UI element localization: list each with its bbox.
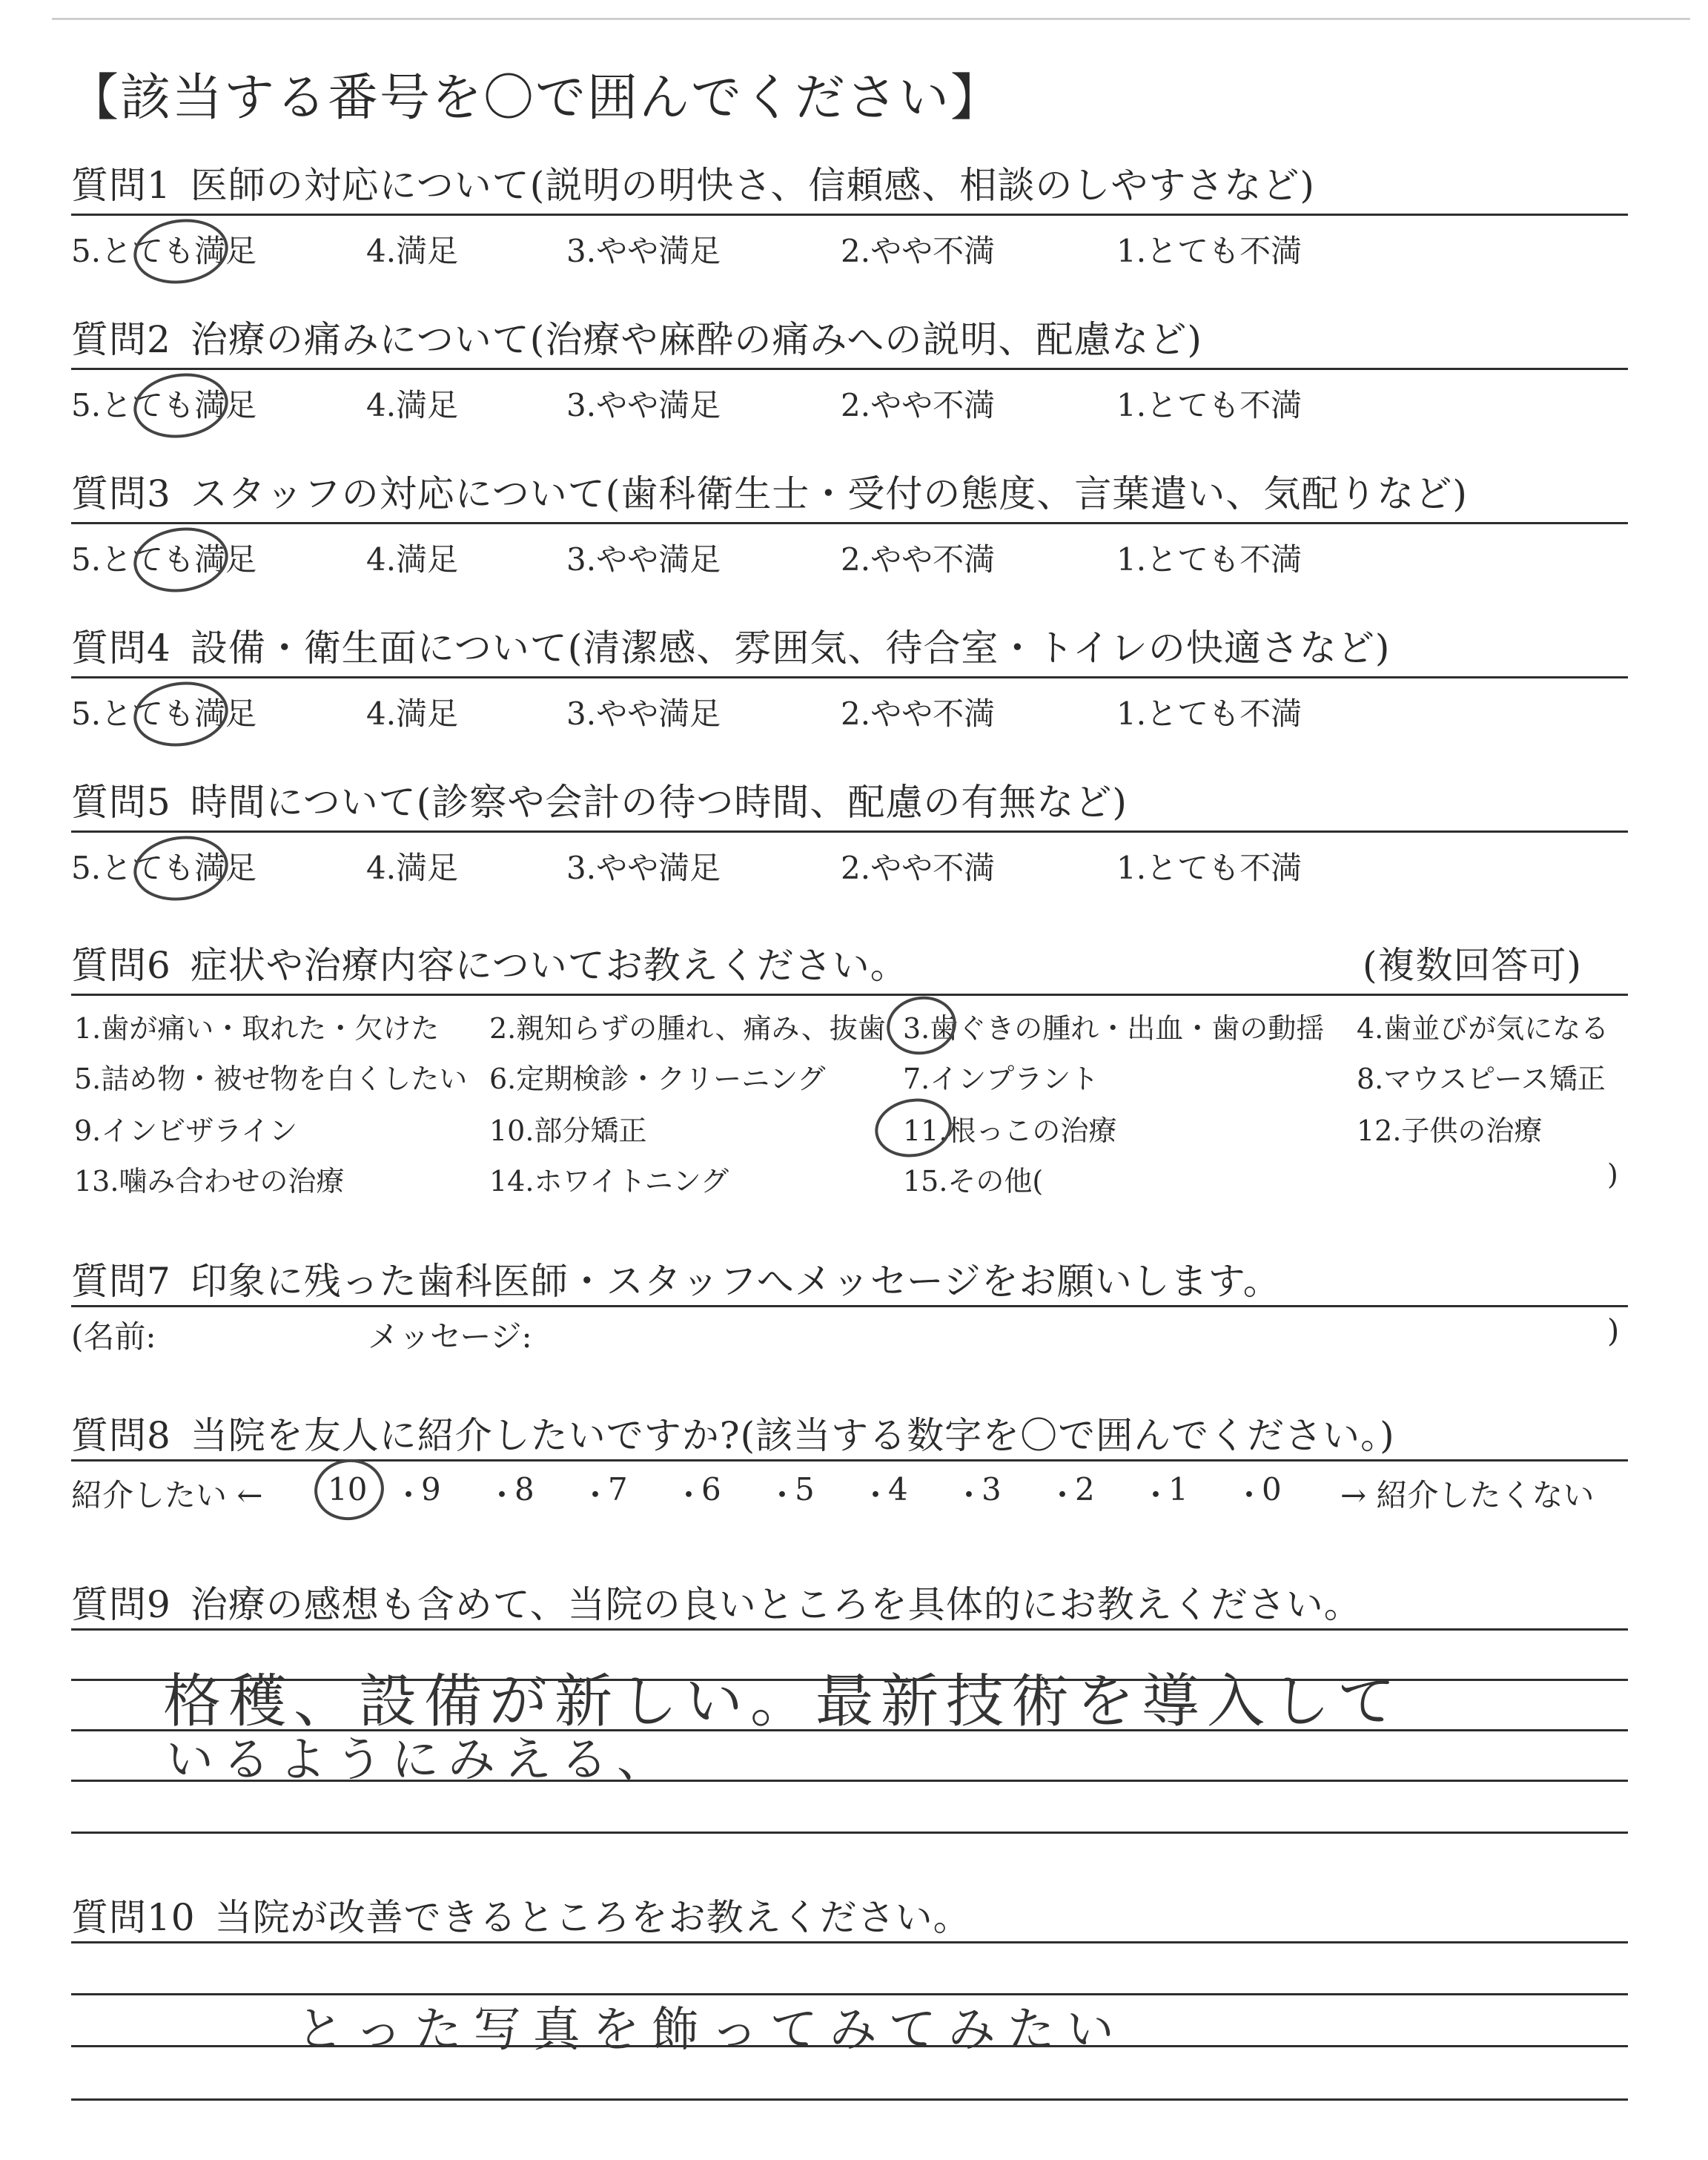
q1-option-1: 1.とても不満 [1116,233,1302,269]
q8-scale-2: 2 [1075,1471,1095,1507]
q2-option-3: 3.やや満足 [566,387,721,423]
q5-selection-circle [130,830,233,907]
q7-close-paren: ) [1607,1312,1620,1349]
q6-option-6: 6.定期検診・クリーニング [489,1063,826,1095]
q8-scale-separator: ・ [953,1477,985,1513]
q1-title [71,156,1315,209]
q4-rule [71,676,1628,678]
q9-line-5 [71,1832,1628,1834]
q8-scale-6: 6 [701,1471,721,1507]
q8-scale-0: 0 [1262,1471,1282,1507]
q2-option-2: 2.やや不満 [841,387,996,423]
q3-option-4: 4.満足 [366,541,459,578]
q1-text: 医師の対応について(説明の明快さ、信頼感、相談のしやすさなど) [190,164,1315,207]
q5-option-3: 3.やや満足 [566,850,721,886]
q8-scale-9: 9 [421,1471,441,1507]
q6-number: 質問6 [71,944,171,987]
q6-option-8: 8.マウスピース矯正 [1357,1063,1606,1095]
q6-text: 症状や治療内容についてお教えください。 [190,944,908,987]
q4-option-3: 3.やや満足 [566,696,721,732]
q8-left-label: 紹介したい ← [71,1477,263,1513]
q6-option-7: 7.インプラント [903,1063,1099,1095]
q8-number: 質問8 [71,1414,171,1457]
q4-text: 設備・衛生面について(清潔感、雰囲気、待合室・トイレの快適さなど) [190,627,1391,670]
q8-scale-separator: ・ [673,1477,705,1513]
q4-option-2: 2.やや不満 [841,696,996,732]
q8-scale-separator: ・ [860,1477,892,1513]
q4-option-1: 1.とても不満 [1116,696,1302,732]
q6-option-1: 1.歯が痛い・取れた・欠けた [74,1012,440,1045]
q9-number: 質問9 [71,1583,171,1626]
q1-option-5: 5.とても満足 [71,233,257,269]
q8-scale-separator: ・ [1140,1477,1172,1513]
q6-note: (複数回答可) [1363,944,1583,987]
q2-option-4: 4.満足 [366,387,459,423]
q6-option-4: 4.歯並びが気になる [1357,1012,1609,1045]
q1-selection-circle [130,214,233,290]
q6-option-13: 13.噛み合わせの治療 [74,1165,345,1198]
q3-option-1: 1.とても不満 [1116,541,1302,578]
q7-rule [71,1305,1628,1307]
q3-rule [71,522,1628,524]
q5-rule [71,830,1628,833]
q8-scale-1: 1 [1168,1471,1188,1507]
q4-selection-circle [130,676,233,753]
q6-option-14: 14.ホワイトニング [489,1165,729,1198]
q6-option-5: 5.詰め物・被せ物を白くしたい [74,1063,468,1095]
q3-option-2: 2.やや不満 [841,541,996,578]
q8-scale-separator: ・ [1047,1477,1079,1513]
q1-number: 質問1 [71,164,171,207]
q9-title [71,1575,1362,1628]
q7-message-label: メッセージ: [368,1318,532,1355]
q8-right-label: → 紹介したくない [1340,1477,1595,1513]
q6-option-15: 15.その他( [903,1165,1044,1198]
q8-scale-3: 3 [982,1471,1002,1507]
top-border [52,18,1690,20]
q5-option-5: 5.とても満足 [71,850,257,886]
q8-scale-4: 4 [888,1471,908,1507]
q9-text: 治療の感想も含めて、当院の良いところを具体的にお教えください。 [190,1583,1362,1626]
q7-number: 質問7 [71,1260,171,1303]
q6-option-16: ) [1607,1158,1618,1191]
q6-option-2: 2.親知らずの腫れ、痛み、抜歯 [489,1012,886,1045]
q6-option-10: 10.部分矯正 [489,1114,647,1147]
q8-rule [71,1459,1628,1462]
q6-option-11: 11.根っこの治療 [903,1114,1117,1147]
q5-title [71,773,1128,826]
q5-option-1: 1.とても不満 [1116,850,1302,886]
q3-option-3: 3.やや満足 [566,541,721,578]
q6-option-3-circle [882,991,961,1060]
q8-scale-8: 8 [514,1471,534,1507]
q8-scale-separator: ・ [486,1477,518,1513]
q8-scale-separator: ・ [580,1477,612,1513]
q8-scale-10: 10 [328,1471,368,1507]
q7-title [71,1252,1281,1305]
q8-scale-separator: ・ [1234,1477,1265,1513]
q6-title [71,936,908,989]
q9-line-1 [71,1628,1628,1631]
q8-scale-separator: ・ [767,1477,798,1513]
q8-scale-5: 5 [795,1471,815,1507]
q9-answer-line1: 格穫、設備が新しい。最新技術を導入して [163,1668,1403,1735]
q3-option-5: 5.とても満足 [71,541,257,578]
q8-selection-circle [311,1455,388,1525]
q1-option-2: 2.やや不満 [841,233,996,269]
q3-text: スタッフの対応について(歯科衛生士・受付の態度、言葉遣い、気配りなど) [190,472,1468,515]
q2-text: 治療の痛みについて(治療や麻酔の痛みへの説明、配慮など) [190,318,1202,361]
q4-number: 質問4 [71,627,171,670]
q1-option-3: 3.やや満足 [566,233,721,269]
q2-rule [71,368,1628,370]
q3-selection-circle [130,522,233,598]
form-header: 【該当する番号を〇で囲んでください】 [68,69,1003,128]
q7-name-label: (名前: [71,1318,156,1355]
q5-option-2: 2.やや不満 [841,850,996,886]
q4-option-4: 4.満足 [366,696,459,732]
q5-number: 質問5 [71,781,171,824]
q6-option-11-circle [870,1093,956,1163]
q8-scale-7: 7 [608,1471,628,1507]
q2-selection-circle [130,368,233,444]
q5-option-4: 4.満足 [366,850,459,886]
q4-title [71,618,1390,672]
q10-line-1 [71,1941,1628,1943]
q3-number: 質問3 [71,472,171,515]
q10-number: 質問10 [71,1896,196,1939]
q8-title [71,1406,1395,1459]
q9-answer-line2: いるようにみえる、 [166,1733,673,1788]
q6-option-3: 3.歯ぐきの腫れ・出血・歯の動揺 [903,1012,1325,1045]
q10-line-4 [71,2098,1628,2101]
q10-text: 当院が改善できるところをお教えください。 [214,1896,971,1939]
q2-number: 質問2 [71,318,171,361]
q3-title [71,464,1468,518]
q1-rule [71,214,1628,216]
q8-scale-separator: ・ [393,1477,425,1513]
q6-option-9: 9.インビザライン [74,1114,298,1147]
q7-text: 印象に残った歯科医師・スタッフへメッセージをお願いします。 [190,1260,1281,1303]
q4-option-5: 5.とても満足 [71,696,257,732]
q2-option-1: 1.とても不満 [1116,387,1302,423]
q1-option-4: 4.満足 [366,233,459,269]
q10-answer: とった写真を飾ってみてみたい [297,2003,1126,2058]
q5-text: 時間について(診察や会計の待つ時間、配慮の有無など) [190,781,1128,824]
q6-option-12: 12.子供の治療 [1357,1114,1543,1147]
q2-option-5: 5.とても満足 [71,387,257,423]
q10-title [71,1888,971,1941]
q2-title [71,310,1202,363]
q8-text: 当院を友人に紹介したいですか?(該当する数字を〇で囲んでください。) [190,1414,1395,1457]
q6-rule [71,994,1628,996]
